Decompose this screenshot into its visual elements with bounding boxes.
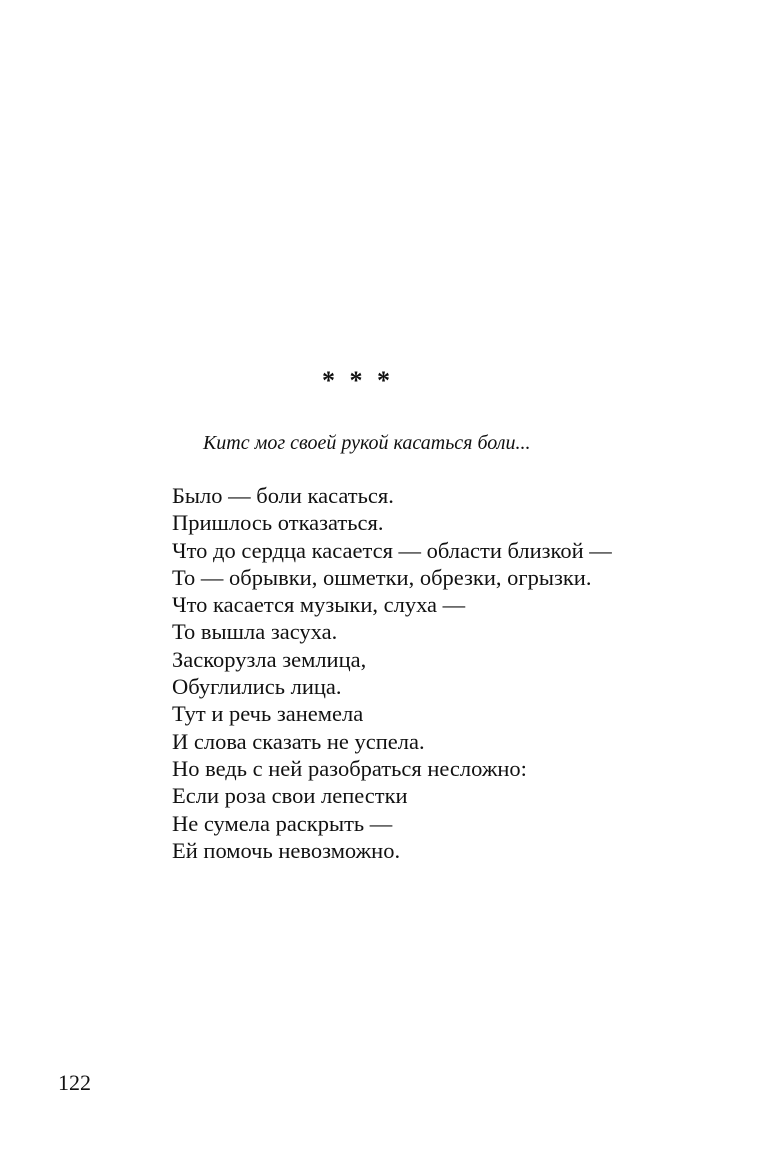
poem-line: Если роза свои лепестки	[172, 783, 408, 809]
poem-line: Было — боли касаться.	[172, 483, 394, 508]
poem-line: Но ведь с ней разобраться несложно:	[172, 755, 527, 781]
epigraph: Китс мог своей рукой касаться боли...	[203, 432, 531, 454]
section-separator: * * *	[322, 366, 394, 395]
poem-line: Обуглились лица.	[172, 674, 342, 700]
poem-line: Что до сердца касается — области близкой —	[172, 537, 612, 563]
poem-line: Что касается музыки, слуха —	[172, 592, 466, 618]
poem-line: То вышла засуха.	[172, 619, 338, 645]
poem-line: Ей помочь невозможно.	[172, 837, 401, 863]
poem-line: Тут и речь занемела	[172, 701, 364, 727]
poem-line: Пришлось отказаться.	[172, 510, 384, 536]
page-number: 122	[58, 1070, 91, 1095]
poem-body	[172, 482, 612, 864]
poem-line: То — обрывки, ошметки, обрезки, огрызки.	[172, 564, 592, 590]
poem-line: И слова сказать не успела.	[172, 728, 425, 754]
poem-line: Заскорузла землица,	[172, 646, 367, 672]
poem-line: Не сумела раскрыть —	[172, 810, 393, 836]
